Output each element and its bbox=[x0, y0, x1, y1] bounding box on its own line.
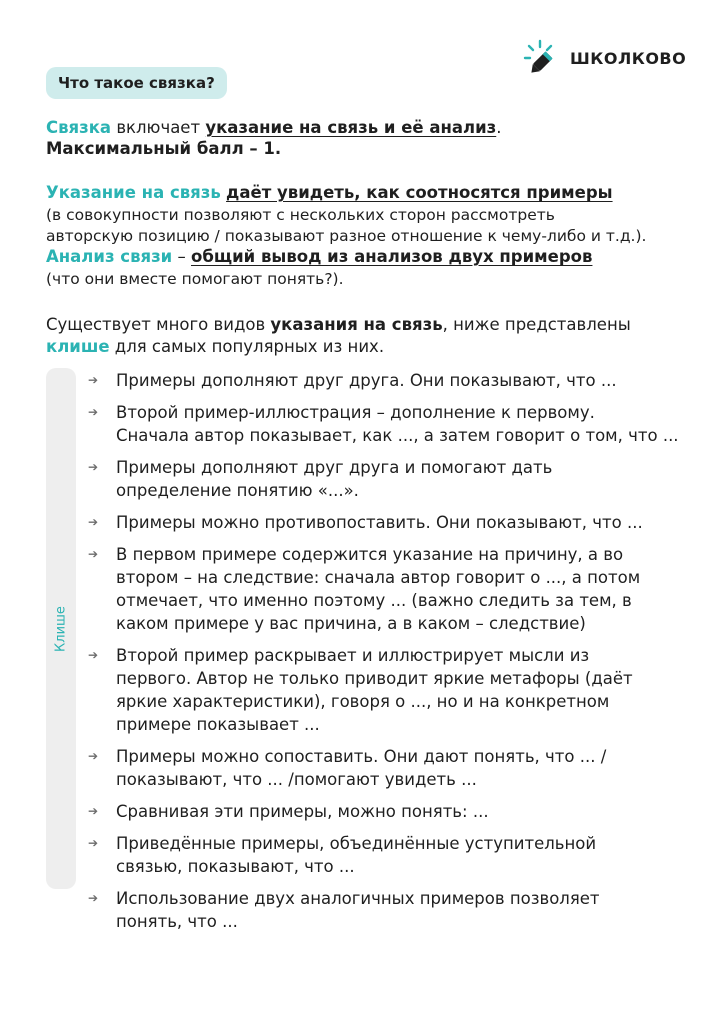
cliche-intro-text-2: , ниже представлены bbox=[442, 315, 631, 334]
cliche-item-text: Примеры дополняют друг друга и помогают дать определение понятию «...». bbox=[116, 458, 553, 500]
intro-term: Связка bbox=[46, 118, 112, 137]
analysis-note: (что они вместе помогают понять?). bbox=[46, 270, 344, 288]
cliche-item bbox=[86, 832, 696, 878]
analysis-line bbox=[46, 247, 592, 267]
cliche-item-text: Использование двух аналогичных примеров позволяет понять, что ... bbox=[116, 889, 600, 931]
brand-name: ШКОЛКОВО bbox=[570, 48, 687, 68]
cliche-item bbox=[86, 745, 696, 791]
cliche-item-text: Примеры можно противопоставить. Они показывают, что ... bbox=[116, 513, 643, 532]
cliche-intro-text-3: для самых популярных из них. bbox=[109, 337, 385, 356]
cliche-item bbox=[86, 456, 696, 502]
intro-line bbox=[46, 118, 501, 138]
arrow-right-icon: ➔ bbox=[88, 891, 99, 905]
arrow-right-icon: ➔ bbox=[88, 804, 99, 818]
cliche-intro-text-1: Существует много видов bbox=[46, 315, 271, 334]
cliche-item bbox=[86, 543, 696, 635]
analysis-definition: общий вывод из анализов двух примеров bbox=[191, 247, 593, 266]
cliche-item-text: Второй пример раскрывает и иллюстрирует мысли из первого. Автор не только приводит яркие метафоры (даёт яркие характеристики), говоря о ..., но и на конкретном примере показывает ... bbox=[116, 646, 633, 734]
cliche-item-text: Примеры дополняют друг друга. Они показывают, что ... bbox=[116, 371, 617, 390]
indication-note-1: (в совокупности позволяют с нескольких сторон рассмотреть bbox=[46, 206, 555, 224]
indication-definition: даёт увидеть, как соотносятся примеры bbox=[226, 183, 613, 202]
arrow-right-icon: ➔ bbox=[88, 460, 99, 474]
intro-period: . bbox=[496, 118, 502, 137]
cliche-item-text: В первом примере содержится указание на причину, а во втором – на следствие: сначала автор говорит о ..., а потом отмечает, что именно поэтому ... (важно следить за тем, в каком примере у вас причина, а в каком – следствие) bbox=[116, 545, 641, 633]
cliche-intro-bold-1: указания на связь bbox=[270, 315, 443, 334]
cliche-list bbox=[86, 369, 696, 942]
section-title-pill: Что такое связка? bbox=[46, 67, 227, 99]
arrow-right-icon: ➔ bbox=[88, 749, 99, 763]
cliche-rail-label: Клише bbox=[53, 605, 69, 652]
cliche-item bbox=[86, 401, 696, 447]
cliche-item bbox=[86, 369, 696, 392]
indication-line bbox=[46, 183, 613, 203]
cliche-intro-line-2 bbox=[46, 337, 384, 357]
arrow-right-icon: ➔ bbox=[88, 836, 99, 850]
cliche-item-text: Примеры можно сопоставить. Они дают понять, что ... / показывают, что ... /помогают увидеть ... bbox=[116, 747, 607, 789]
cliche-item-text: Приведённые примеры, объединённые уступительной связью, показывают, что ... bbox=[116, 834, 597, 876]
cliche-side-rail bbox=[46, 368, 76, 889]
cliche-item bbox=[86, 644, 696, 736]
analysis-term: Анализ связи bbox=[46, 247, 173, 266]
cliche-item-text: Сравнивая эти примеры, можно понять: ... bbox=[116, 802, 489, 821]
cliche-item bbox=[86, 800, 696, 823]
analysis-dash: – bbox=[172, 247, 191, 266]
max-score: Максимальный балл – 1. bbox=[46, 139, 282, 158]
cliche-intro-keyword: клише bbox=[46, 337, 110, 356]
arrow-right-icon: ➔ bbox=[88, 547, 99, 561]
intro-verb: включает bbox=[111, 118, 206, 137]
arrow-right-icon: ➔ bbox=[88, 405, 99, 419]
indication-term: Указание на связь bbox=[46, 183, 221, 202]
arrow-right-icon: ➔ bbox=[88, 515, 99, 529]
cliche-intro-line-1 bbox=[46, 315, 631, 335]
intro-definition: указание на связь и её анализ bbox=[205, 118, 497, 137]
arrow-right-icon: ➔ bbox=[88, 373, 99, 387]
arrow-right-icon: ➔ bbox=[88, 648, 99, 662]
pencil-logo-icon bbox=[520, 38, 560, 78]
brand-logo bbox=[520, 38, 686, 78]
indication-note-2: авторскую позицию / показывают разное отношение к чему-либо и т.д.). bbox=[46, 227, 647, 245]
cliche-item bbox=[86, 511, 696, 534]
cliche-item-text: Второй пример-иллюстрация – дополнение к первому. Сначала автор показывает, как ..., а затем говорит о том, что ... bbox=[116, 403, 679, 445]
cliche-item bbox=[86, 887, 696, 933]
